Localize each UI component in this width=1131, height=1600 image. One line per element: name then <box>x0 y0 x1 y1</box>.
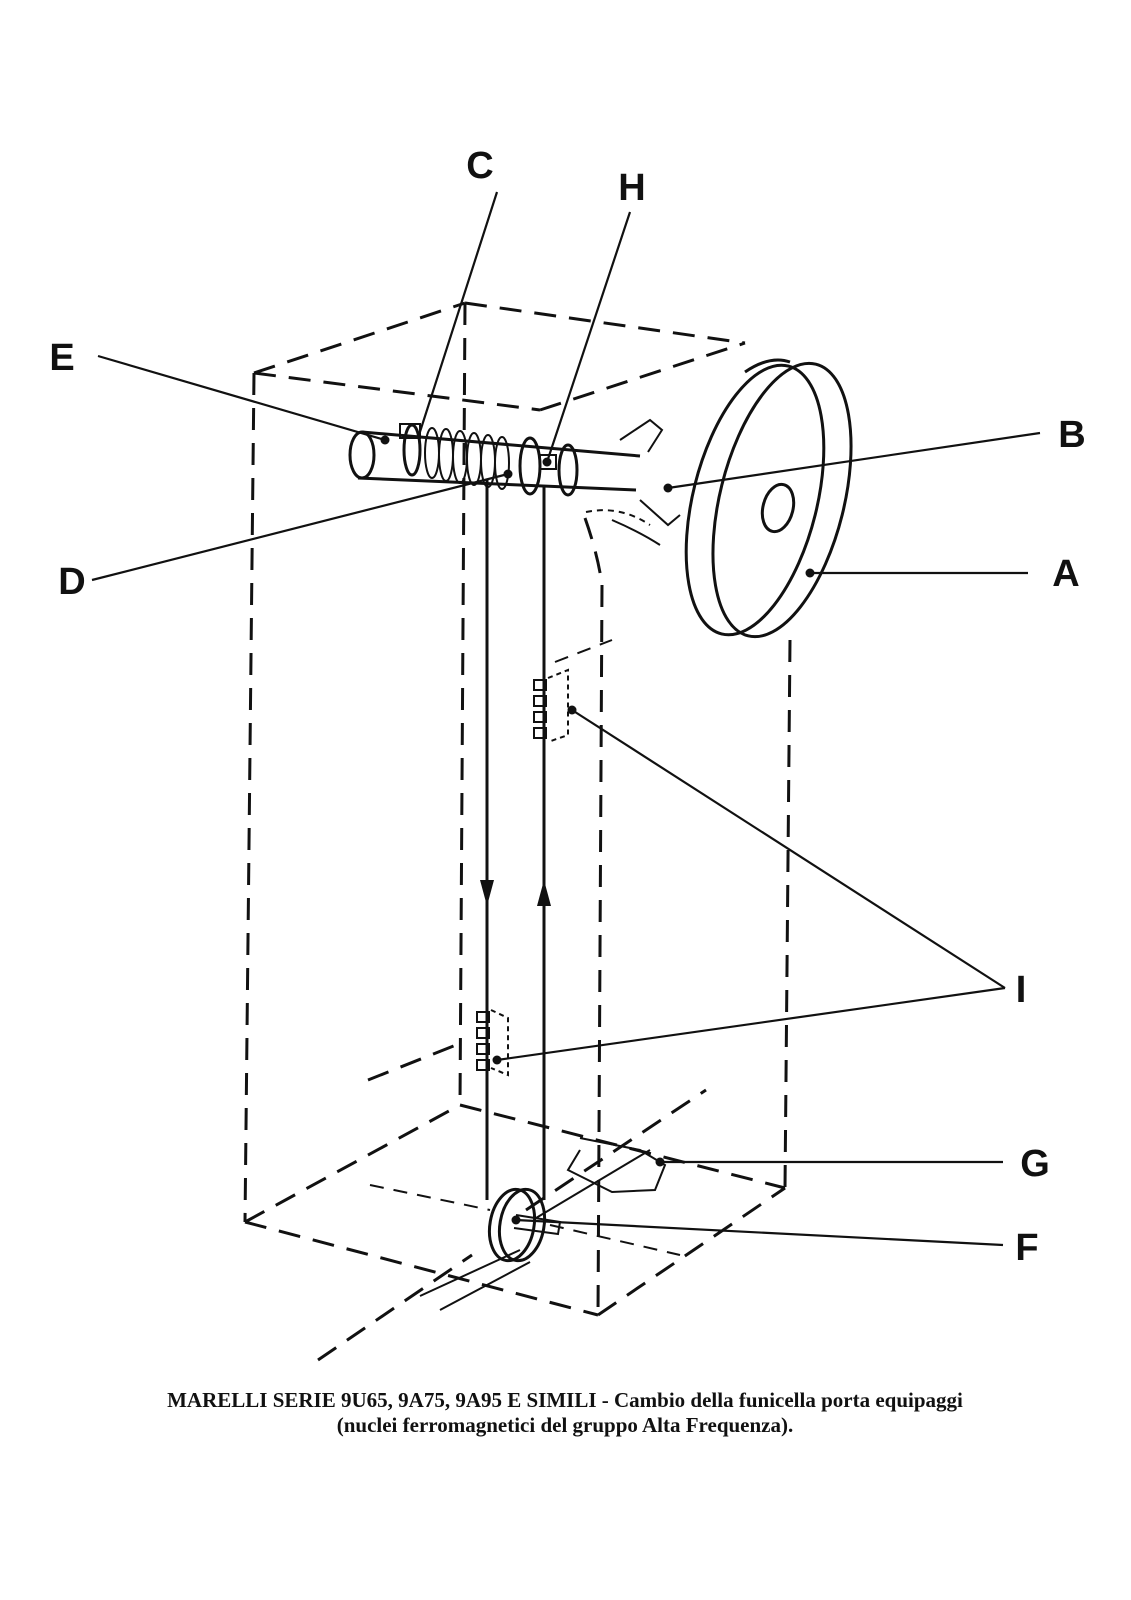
label-c: C <box>466 145 494 187</box>
leader-lines <box>92 192 1040 1245</box>
ferromagnetic-core-upper <box>534 670 568 742</box>
label-g: G <box>1020 1143 1050 1185</box>
label-a: A <box>1052 553 1080 595</box>
arrow-down-icon <box>480 880 494 906</box>
ferromagnetic-core-lower <box>477 1010 508 1075</box>
label-d: D <box>58 561 86 603</box>
tuning-shaft <box>350 420 680 545</box>
figure-caption <box>60 1388 1070 1438</box>
label-e: E <box>49 337 75 379</box>
chassis-outline <box>245 303 790 1360</box>
caption-line-1: MARELLI SERIE 9U65, 9A75, 9A95 E SIMILI - Cambio della funicella porta equipaggi <box>167 1388 963 1412</box>
caption-line-2: (nuclei ferromagnetici del gruppo Alta Frequenza). <box>336 1413 794 1437</box>
arrow-up-icon <box>537 880 551 906</box>
label-i: I <box>1015 969 1027 1011</box>
drive-pulley <box>661 349 876 651</box>
label-b: B <box>1058 414 1086 456</box>
label-f: F <box>1015 1227 1039 1269</box>
label-h: H <box>618 167 646 209</box>
tuning-cord <box>480 480 551 1200</box>
leader-dots <box>381 436 815 1225</box>
idler-pulley <box>484 1186 560 1265</box>
